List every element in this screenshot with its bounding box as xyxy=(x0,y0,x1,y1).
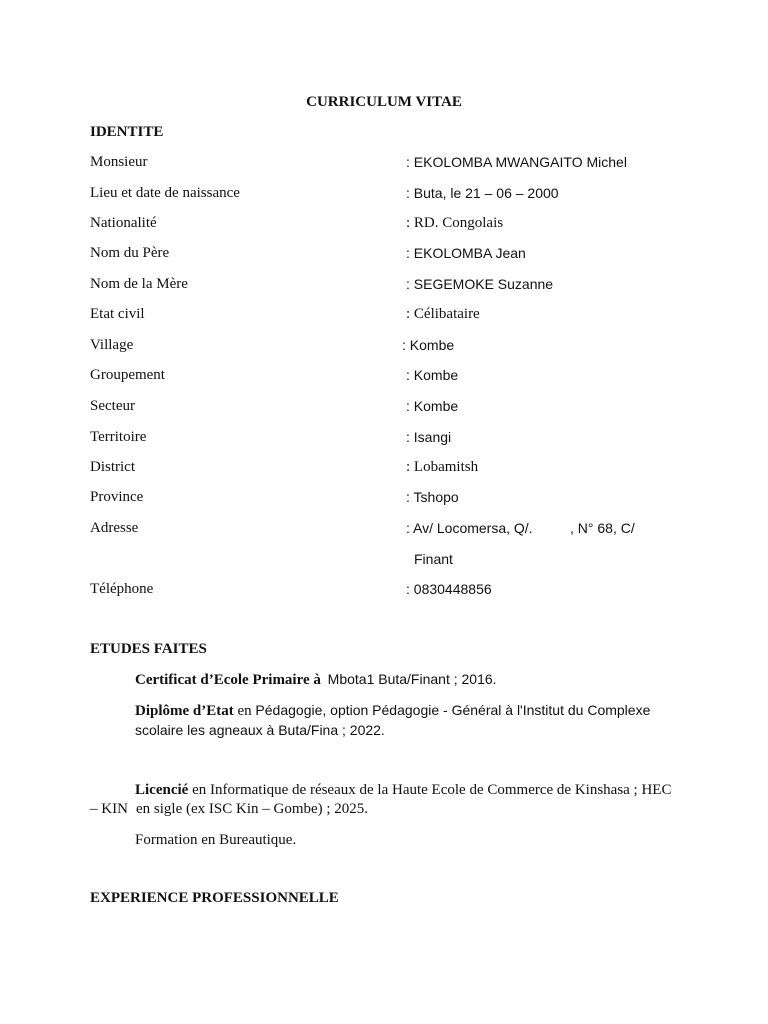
identity-label: Nom de la Mère xyxy=(90,276,188,292)
study-item xyxy=(135,670,497,689)
study-text: Pédagogie, option Pédagogie - Général à l'Institut du Complexe xyxy=(255,702,651,718)
study-item xyxy=(135,701,650,720)
address-value-line2: Finant xyxy=(414,551,453,567)
phone-value: : 0830448856 xyxy=(406,581,492,597)
identity-label: Etat civil xyxy=(90,306,145,322)
identity-label: District xyxy=(90,459,135,475)
identity-label: Nationalité xyxy=(90,215,157,231)
identity-label: Province xyxy=(90,489,144,505)
identity-value: : EKOLOMBA Jean xyxy=(406,245,526,261)
identity-label: Village xyxy=(90,337,134,353)
identity-value: : Kombe xyxy=(406,398,459,414)
identity-value: : Lobamitsh xyxy=(406,459,479,475)
study-text-serif: en xyxy=(237,703,252,719)
identity-label: Nom du Père xyxy=(90,245,170,261)
study-title: Diplôme d’Etat xyxy=(135,703,234,719)
identity-value: : EKOLOMBA MWANGAITO Michel xyxy=(406,154,627,170)
identity-value: : Buta, le 21 – 06 – 2000 xyxy=(406,185,559,201)
study-item: Formation en Bureautique. xyxy=(135,832,297,848)
document-title: CURRICULUM VITAE xyxy=(306,94,462,110)
identity-label: Lieu et date de naissance xyxy=(90,185,240,201)
identity-value: : Kombe xyxy=(402,337,455,353)
identity-label: Monsieur xyxy=(90,154,148,170)
study-text-prefix: – KIN xyxy=(90,801,128,817)
identity-value: : RD. Congolais xyxy=(406,215,504,231)
identity-label: Territoire xyxy=(90,429,147,445)
address-value: : Av/ Locomersa, Q/. xyxy=(406,520,533,536)
identity-heading: IDENTITE xyxy=(90,124,164,140)
study-item xyxy=(135,781,671,799)
identity-value: : Kombe xyxy=(406,367,459,383)
identity-value: : Tshopo xyxy=(406,489,459,505)
study-text: Mbota1 Buta/Finant ; 2016. xyxy=(327,671,497,687)
study-title: Certificat d’Ecole Primaire à xyxy=(135,672,321,688)
identity-value: : SEGEMOKE Suzanne xyxy=(406,276,554,292)
identity-value: : Isangi xyxy=(406,429,452,445)
identity-label: Secteur xyxy=(90,398,135,414)
study-text: en Informatique de réseaux de la Haute Ecole de Commerce de Kinshasa ; HEC xyxy=(192,782,672,798)
study-text-line2: scolaire les agneaux à Buta/Fina ; 2022. xyxy=(135,722,385,738)
identity-label: Adresse xyxy=(90,520,139,536)
identity-value: : Célibataire xyxy=(406,306,480,322)
experience-heading: EXPERIENCE PROFESSIONNELLE xyxy=(90,890,339,906)
address-value-part2: , N° 68, C/ xyxy=(570,520,635,536)
study-title: Licencié xyxy=(135,782,189,798)
studies-heading: ETUDES FAITES xyxy=(90,641,207,657)
identity-label: Groupement xyxy=(90,367,165,383)
study-text-line2: en sigle (ex ISC Kin – Gombe) ; 2025. xyxy=(136,801,369,817)
identity-label: Téléphone xyxy=(90,581,154,597)
